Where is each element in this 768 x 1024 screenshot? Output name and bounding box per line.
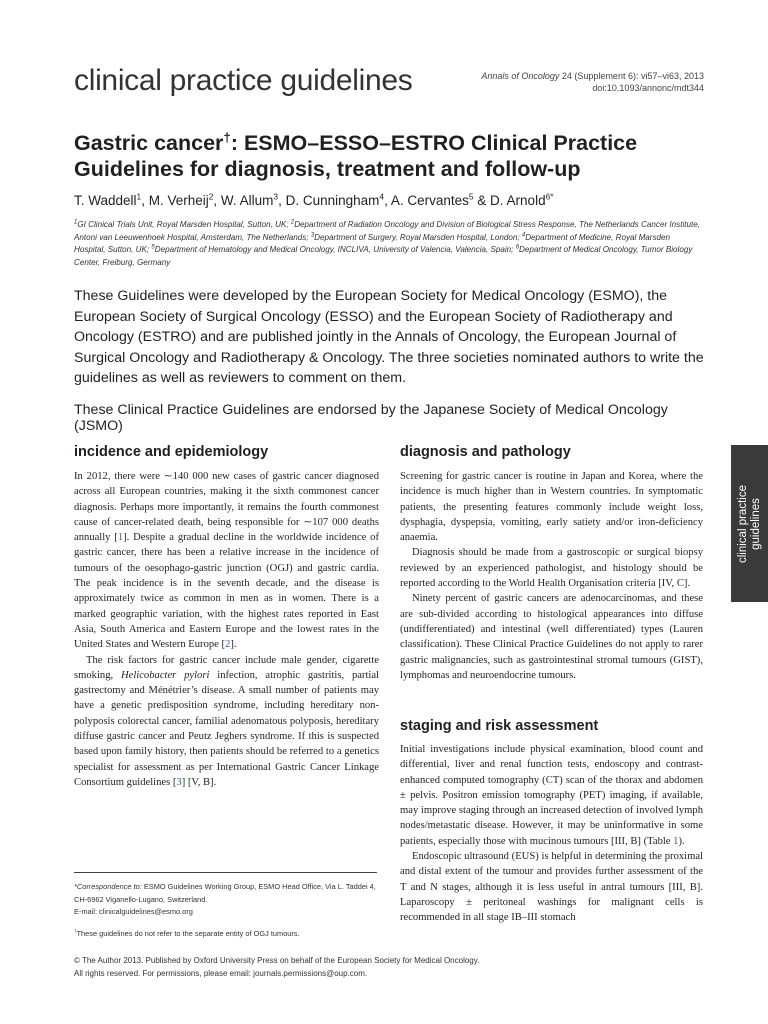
author-name: D. Cunningham — [285, 193, 380, 208]
journal-citation — [444, 70, 704, 82]
heading-staging: staging and risk assessment — [400, 718, 599, 734]
paragraph-diagnosis-1: Screening for gastric cancer is routine in Japan and Korea, where the incidence is much higher than in Western countries. In symptomatic patients, the presenting features commonly include weight loss, dysphagia, dyspepsia, vomiting, early satiety and/or iron-deficiency anaemia. — [400, 471, 703, 544]
author-separator: , — [384, 193, 391, 208]
footnote2-text: These guidelines do not refer to the separate entity of OGJ tumours. — [76, 929, 300, 938]
author-affiliation-mark: 3 — [273, 191, 279, 202]
author-affiliation-mark: 4 — [379, 191, 385, 202]
journal-name: Annals of Oncology — [481, 71, 560, 81]
paragraph-incidence-2: The risk factors for gastric cancer include male gender, cigarette smoking, Helicobacter pylori infection, atrophic gastritis, partial gastrectomy and Ménétrier’s disease. A small number of patients may have a genetic predisposition syndrome, including hereditary non-polyposis colorectal cancer, familial adenomatous polyposis, hereditary diffuse gastric cancer and Peutz Jeghers syndrome. If this is suspected based upon family history, then patients should be referred to a genetics specialist for assessment as per International Gastric Cancer Linkage Consortium guidelines [3] [V, B]. — [74, 654, 379, 788]
affiliation-text: Department of Medical Oncology, Tumor Biology Center, Freiburg, Germany — [74, 245, 693, 267]
affiliation-mark: 1 — [74, 219, 78, 226]
author-separator: , — [141, 193, 149, 208]
table-link[interactable]: 1 — [673, 835, 679, 847]
heading-diagnosis: diagnosis and pathology — [400, 444, 571, 460]
title-part-2: : ESMO–ESSO–ESTRO Clinical Practice Guidelines for diagnosis, treatment and follow-up — [74, 131, 638, 181]
side-tab-line-2: guidelines — [749, 497, 762, 550]
affiliation-mark: 4 — [521, 231, 526, 238]
correspondence-footnote — [74, 881, 384, 919]
copyright-line-2: All rights reserved. For permissions, please email: journals.permissions@oup.com. — [74, 969, 368, 978]
title-dagger: † — [223, 129, 231, 145]
affiliation-mark: 5 — [151, 244, 155, 251]
author-affiliation-mark: 1 — [136, 191, 142, 202]
intro-paragraph: These Guidelines were developed by the European Society for Medical Oncology (ESMO), the European Society of Surgical Oncology (ESSO) and the European Society of Radiotherapy and Oncology (ESTRO) and are published jointly in the Annals of Oncology, the European Journal of Surgical Oncology and Radiotherapy & Oncology. The three societies nominated authors to write the guidelines as well as reviewers to comment on them. — [74, 288, 704, 386]
affiliation-text: Department of Medicine, Royal Marsden Hospital, Sutton, UK; — [74, 232, 671, 255]
author-name: M. Verheij — [148, 193, 209, 208]
paragraph-diagnosis-2: Diagnosis should be made from a gastroscopic or surgical biopsy reviewed by an experienced pathologist, and histology should be reported according to the World Health Organisation criteria [IV, C]. — [400, 547, 703, 590]
endorsement-statement: These Clinical Practice Guidelines are endorsed by the Japanese Society of Medical Oncology (JSMO) — [74, 402, 668, 434]
article-title — [74, 130, 694, 182]
affiliation-mark: 2 — [290, 219, 295, 226]
footnote-email[interactable]: E-mail: clinicalguidelines@esmo.org — [74, 907, 193, 916]
journal-volume: 24 (Supplement 6): vi57–vi63, 2013 — [559, 71, 704, 81]
affiliation-text: GI Clinical Trials Unit, Royal Marsden Hospital, Sutton, UK; — [77, 220, 291, 229]
footnote-divider — [74, 872, 377, 873]
side-tab-label — [737, 449, 763, 599]
citation-link[interactable]: 2 — [225, 639, 231, 651]
citation-link[interactable]: 3 — [176, 776, 182, 788]
heading-incidence: incidence and epidemiology — [74, 444, 269, 460]
side-tab-line-1: clinical practice — [736, 484, 749, 563]
side-section-tab — [731, 445, 768, 602]
author-name: W. Allum — [220, 193, 274, 208]
author-name: T. Waddell — [74, 193, 137, 208]
author-affiliation-mark: 6* — [545, 191, 554, 202]
author-list — [74, 193, 714, 208]
doi[interactable]: doi:10.1093/annonc/mdt344 — [592, 83, 704, 93]
author-name: A. Cervantes — [390, 193, 469, 208]
footnote-dagger: † — [74, 928, 77, 934]
author-affiliation-mark: 2 — [208, 191, 214, 202]
footnote-label: *Correspondence to: — [74, 882, 142, 891]
affiliation-text: Department of Hematology and Medical Oncology, INCLIVA, University of Valencia, Valencia, Spain; — [154, 245, 516, 255]
copyright-notice — [74, 954, 714, 980]
paragraph-staging-1: Initial investigations include physical examination, blood count and differential, liver and renal function tests, endoscopy and contrast-enhanced computed tomography (CT) scan of the thorax and abdomen ± pelvis. Positron emission tomography (PET) imaging, if available, may improve staging through an increased detection of involved lymph nodes/metastatic disease. However, it may be uninformative in some patients, especially those with mucinous tumours [III, B] (Table 1). — [400, 744, 703, 847]
affiliation-text: Department of Radiation Oncology and Division of Biological Stress Response, The Netherlands Cancer Institute, Antoni van Leeuwenhoek Hospital, Amsterdam, The Netherlands; — [74, 220, 701, 242]
author-separator: , — [213, 193, 221, 208]
right-column-diagnosis — [400, 469, 703, 683]
paragraph-diagnosis-3: Ninety percent of gastric cancers are adenocarcinomas, and these are sub-divided according to histological appearances into diffuse (undifferentiated) and intestinal (well differentiated) types (Lauren classification). These Clinical Practice Guidelines do not apply to rarer gastric malignancies, such as gastrointestinal stromal tumours (GIST), lymphomas and neuroendocrine tumours. — [400, 593, 703, 681]
paragraph-staging-2: Endoscopic ultrasound (EUS) is helpful in determining the proximal and distal extent of the tumour and provides further assessment of the T and N stages, although it is less useful in antral tumours [III, B]. Laparoscopy ± peritoneal washings for malignant cells is recommended in all stage IB–III stomach — [400, 851, 703, 924]
author-separator: , — [278, 193, 286, 208]
right-column-staging — [400, 742, 703, 926]
affiliations — [74, 219, 700, 269]
journal-reference — [444, 70, 704, 94]
author-affiliation-mark: 5 — [468, 191, 474, 202]
footnote-text: ESMO Guidelines Working Group, ESMO Head Office, Via L. Taddei 4, CH-6962 Viganello-Lugano, Switzerland. — [74, 882, 376, 904]
affiliation-mark: 6 — [515, 244, 520, 251]
copyright-line-1: © The Author 2013. Published by Oxford University Press on behalf of the European Society for Medical Oncology. — [74, 956, 480, 965]
author-name: D. Arnold — [490, 193, 546, 208]
paragraph-incidence-1: In 2012, there were ∼140 000 new cases of gastric cancer diagnosed across all European countries, making it the sixth commonest cancer diagnosis. Perhaps more importantly, it remains the fourth commonest cause of cancer-related death, being responsible for ∼107 000 deaths annually [1]. Despite a gradual decline in the worldwide incidence of gastric cancer, there has been a relative increase in the incidence of tumours of the oesophago-gastric junction (OGJ) and gastric cardia. The peak incidence is in the seventh decade, and the disease is approximately twice as common in men as in women. There is a marked geographic variation, with the highest rates reported in East Asia, South America and Eastern Europe and the lowest rates in the United States and Western Europe [2]. — [74, 471, 379, 651]
italic-term: Helicobacter pylori — [120, 669, 210, 681]
section-title: clinical practice guidelines — [74, 64, 413, 97]
dagger-footnote — [74, 928, 384, 941]
affiliation-mark: 3 — [310, 231, 315, 238]
left-column-text — [74, 469, 379, 790]
affiliation-text: Department of Surgery, Royal Marsden Hospital, London; — [314, 232, 522, 242]
author-separator: & — [473, 193, 491, 208]
title-part-1: Gastric cancer — [74, 131, 224, 155]
citation-link[interactable]: 1 — [117, 532, 124, 544]
